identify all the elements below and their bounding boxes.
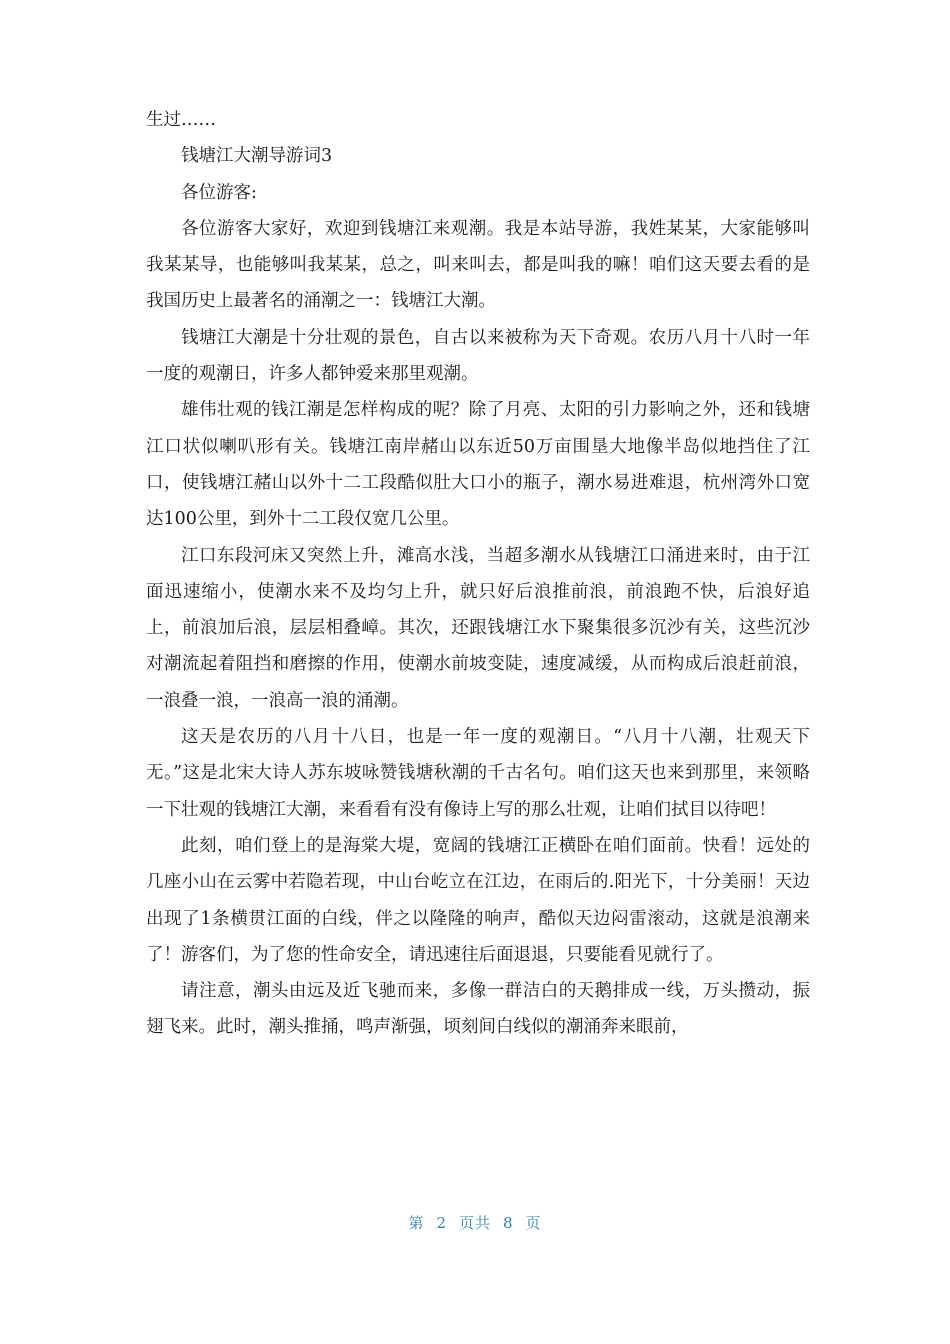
paragraph-1: 各位游客大家好，欢迎到钱塘江来观潮。我是本站导游，我姓某某，大家能够叫我某某导，也能够叫我某某，总之，叫来叫去，都是叫我的嘛！咱们这天要去看的是我国历史上最著名的涌潮之一：钱塘江大潮。 [146, 218, 810, 312]
page-footer [0, 1212, 950, 1233]
section-title: 钱塘江大潮导游词3 [181, 146, 333, 167]
paragraph-2: 钱塘江大潮是十分壮观的景色，自古以来被称为天下奇观。农历八月十八时一年一度的观潮日，许多人都钟爱来那里观潮。 [146, 327, 810, 385]
paragraph-6: 此刻，咱们登上的是海棠大堤，宽阔的钱塘江正横卧在咱们面前。快看！远处的几座小山在云雾中若隐若现，中山台屹立在江边，在雨后的.阳光下，十分美丽！天边出现了1条横贯江面的白线，伴之以隆隆的响声，酷似天边闷雷滚动，这就是浪潮来了！游客们，为了您的性命安全，请迅速往后面退退，只要能看见就行了。 [146, 835, 810, 965]
greeting: 各位游客: [181, 182, 257, 203]
page-label-prefix: 第 [408, 1214, 425, 1232]
document-body [146, 102, 810, 1046]
page-number: 2 [436, 1214, 447, 1232]
continuation-text: 生过…… [146, 110, 216, 130]
paragraph-5: 这天是农历的八月十八日，也是一年一度的观潮日。“八月十八潮，壮观天下无。”这是北宋大诗人苏东坡咏赞钱塘秋潮的千古名句。咱们这天也来到那里，来领略一下壮观的钱塘江大潮，来看看有没有像诗上写的那么壮观，让咱们拭目以待吧！ [146, 727, 810, 820]
page-label-mid: 页共 [458, 1214, 491, 1232]
paragraph-3: 雄伟壮观的钱江潮是怎样构成的呢？除了月亮、太阳的引力影响之外，还和钱塘江口状似喇叭形有关。钱塘江南岸赭山以东近50万亩围垦大地像半岛似地挡住了江口，使钱塘江赭山以外十二工段酷似肚大口小的瓶子，潮水易进难退，杭州湾外口宽达100公里，到外十二工段仅宽几公里。 [146, 400, 810, 530]
page-label-suffix: 页 [525, 1214, 542, 1232]
total-pages: 8 [503, 1214, 514, 1232]
paragraph-7: 请注意，潮头由远及近飞驰而来，多像一群洁白的天鹅排成一线，万头攒动，振翅飞来。此时，潮头推捅，鸣声渐强，顷刻间白线似的潮涌奔来眼前， [146, 981, 810, 1038]
paragraph-4: 江口东段河床又突然上升，滩高水浅，当超多潮水从钱塘江口涌进来时，由于江面迅速缩小，使潮水来不及均匀上升，就只好后浪推前浪，前浪跑不快，后浪好追上，前浪加后浪，层层相叠嶂。其次，还跟钱塘江水下聚集很多沉沙有关，这些沉沙对潮流起着阻挡和磨擦的作用，使潮水前坡变陡，速度减缓，从而构成后浪赶前浪，一浪叠一浪，一浪高一浪的涌潮。 [146, 545, 810, 711]
